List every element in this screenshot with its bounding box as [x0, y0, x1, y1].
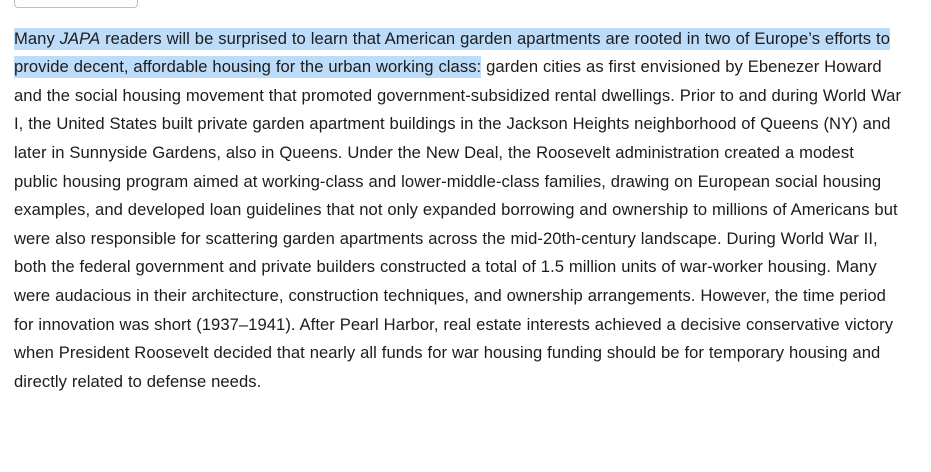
partially-visible-button[interactable] — [14, 0, 138, 8]
paragraph-remainder: garden cities as first envisioned by Ebenezer Howard and the social housing movement that promoted government-subsidized rental dwellings. Prior to and during World War I, the United States built private garden apartment buildings in the Jackson Heights neighborhood of Queens (NY) and later in Sunnyside Gardens, also in Queens. Under the New Deal, the Roosevelt administration created a modest public housing program aimed at working-class and lower-middle-class families, drawing on European social housing examples, and developed loan guidelines that not only expanded borrowing and ownership to millions of Americans but were also responsible for scattering garden apartments across the mid-20th-century landscape. During World War II, both the federal government and private builders constructed a total of 1.5 million units of war-worker housing. Many were audacious in their architecture, construction techniques, and ownership arrangements. However, the time period for innovation was short (1937–1941). After Pearl Harbor, real estate interests achieved a decisive conservative victory when President Roosevelt decided that nearly all funds for war housing funding should be for temporary housing and directly related to defense needs. — [14, 57, 902, 391]
article-paragraph — [14, 25, 902, 397]
journal-abbreviation: JAPA — [59, 28, 101, 48]
highlight-text-tail: readers will be surprised to learn that American garden apartments are rooted in two of Europe’s efforts to provide decent, affordable housing for the urban working class: — [14, 28, 890, 77]
highlight-text-lead: Many — [14, 28, 60, 48]
